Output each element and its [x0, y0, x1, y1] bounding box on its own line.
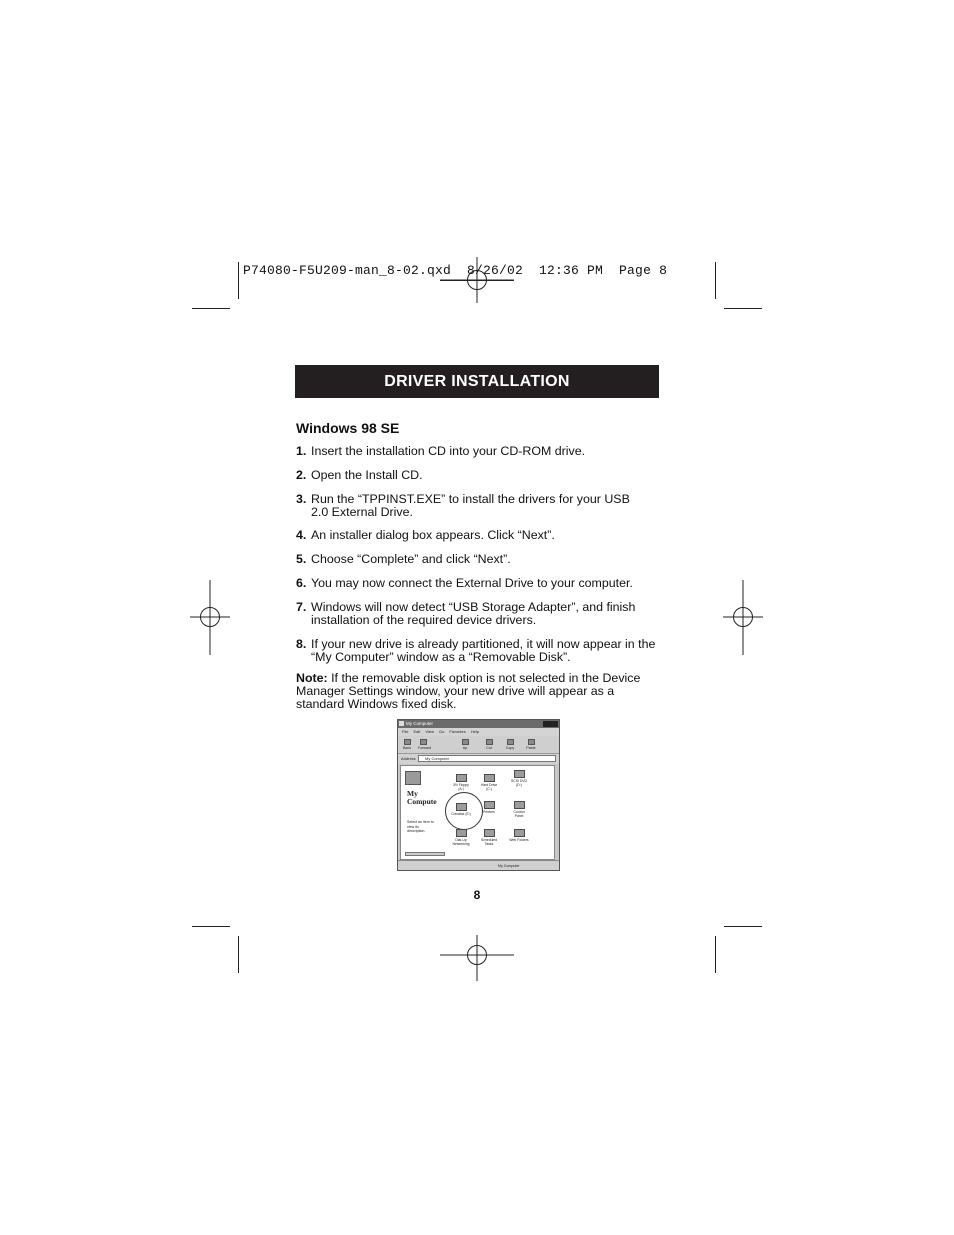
folder-description: Select an item to view its description. — [407, 820, 434, 833]
list-item: 5. Choose “Complete” and click “Next”. — [296, 552, 511, 567]
menu-item-file: File — [402, 729, 409, 734]
control-panel-icon: Control Panel — [509, 801, 529, 818]
window-controls — [543, 721, 558, 727]
list-item: 7. Windows will now detect “USB Storage Adapter”, and finish installation of the required device drivers. — [296, 599, 636, 627]
menu-item-view: View — [425, 729, 434, 734]
folder-title: My Compute — [407, 789, 437, 806]
scrollbar — [405, 852, 445, 856]
page-number: 8 — [473, 888, 481, 902]
registration-mark-icon — [190, 580, 230, 655]
steps-list — [296, 445, 661, 674]
content-pane — [400, 765, 555, 860]
computer-icon — [399, 721, 404, 726]
hard-drive-icon: Hard Drive (C:) — [479, 774, 499, 791]
forward-button: Forward — [418, 739, 428, 751]
floppy-drive-icon: 3½ Floppy (A:) — [451, 774, 471, 791]
menu-bar — [398, 728, 559, 736]
crop-mark — [715, 262, 716, 299]
list-item: 6. You may now connect the External Drive to your computer. — [296, 575, 633, 590]
menu-item-favorites: Favorites — [449, 729, 466, 734]
crop-mark — [724, 308, 762, 309]
up-folder-icon — [462, 739, 469, 745]
menu-item-help: Help — [470, 729, 479, 734]
section-title: DRIVER INSTALLATION — [384, 372, 570, 390]
status-bar — [398, 860, 559, 871]
registration-mark-icon — [440, 257, 514, 303]
toolbar — [398, 736, 559, 754]
dial-up-networking-icon: Dial-Up Networking — [451, 829, 471, 846]
note-label: Note: — [296, 671, 328, 685]
registration-mark-icon — [440, 935, 514, 981]
crop-mark — [192, 308, 230, 309]
web-folders-icon: Web Folders — [509, 829, 529, 842]
scheduled-tasks-icon: Scheduled Tasks — [479, 829, 499, 846]
registration-mark-icon — [723, 580, 763, 655]
back-button: Back — [402, 739, 412, 751]
list-item: 1. Insert the installation CD into your CD-ROM drive. — [296, 444, 586, 458]
dvd-drive-icon: SCSI DVD (D:) — [509, 770, 529, 787]
back-icon — [404, 739, 411, 745]
menu-item-edit: Edit — [413, 729, 421, 734]
list-item: 8. If your new drive is already partitioned, it will now appear in the “My Computer” window as a “Removable Disk”. — [296, 636, 656, 664]
list-item: 2. Open the Install CD. — [296, 467, 423, 482]
crop-mark — [724, 926, 762, 927]
note-text: If the removable disk option is not selected in the Device Manager Settings window, your new drive will appear as a standard Windows fixed disk. — [296, 671, 641, 711]
paste-icon — [528, 739, 535, 745]
crop-mark — [238, 936, 239, 973]
my-computer-screenshot — [397, 719, 560, 871]
copy-button: Copy — [505, 739, 515, 751]
paste-button: Paste — [526, 739, 536, 751]
up-button: Up — [460, 739, 470, 751]
window-titlebar — [398, 720, 559, 728]
address-field: My Computer — [418, 755, 556, 762]
forward-icon — [420, 739, 427, 745]
status-text: My Computer — [498, 864, 520, 868]
web-view-pane — [403, 768, 447, 856]
copy-icon — [507, 739, 514, 745]
removable-disk-icon: Cotodisk (E:) — [451, 803, 471, 816]
subheading: Windows 98 SE — [296, 420, 400, 436]
printers-folder-icon: Printers — [479, 801, 499, 814]
crop-mark — [715, 936, 716, 973]
slug-line: P74080-F5U209-man_8-02.qxd 8/26/02 12:36 PM Page 8 — [243, 263, 668, 278]
note-paragraph — [296, 672, 656, 711]
list-item: 3. Run the “TPPINST.EXE” to install the drivers for your USB 2.0 External Drive. — [296, 491, 630, 519]
crop-mark — [238, 262, 239, 299]
section-header — [295, 365, 659, 398]
address-label: Address — [401, 756, 416, 761]
crop-mark — [192, 926, 230, 927]
scissors-icon — [486, 739, 493, 745]
window-title: My Computer — [406, 721, 434, 726]
list-item: 4. An installer dialog box appears. Click “Next”. — [296, 528, 555, 543]
cut-button: Cut — [484, 739, 494, 751]
address-bar — [398, 754, 559, 764]
menu-item-go: Go — [438, 729, 445, 734]
computer-icon — [405, 771, 421, 785]
